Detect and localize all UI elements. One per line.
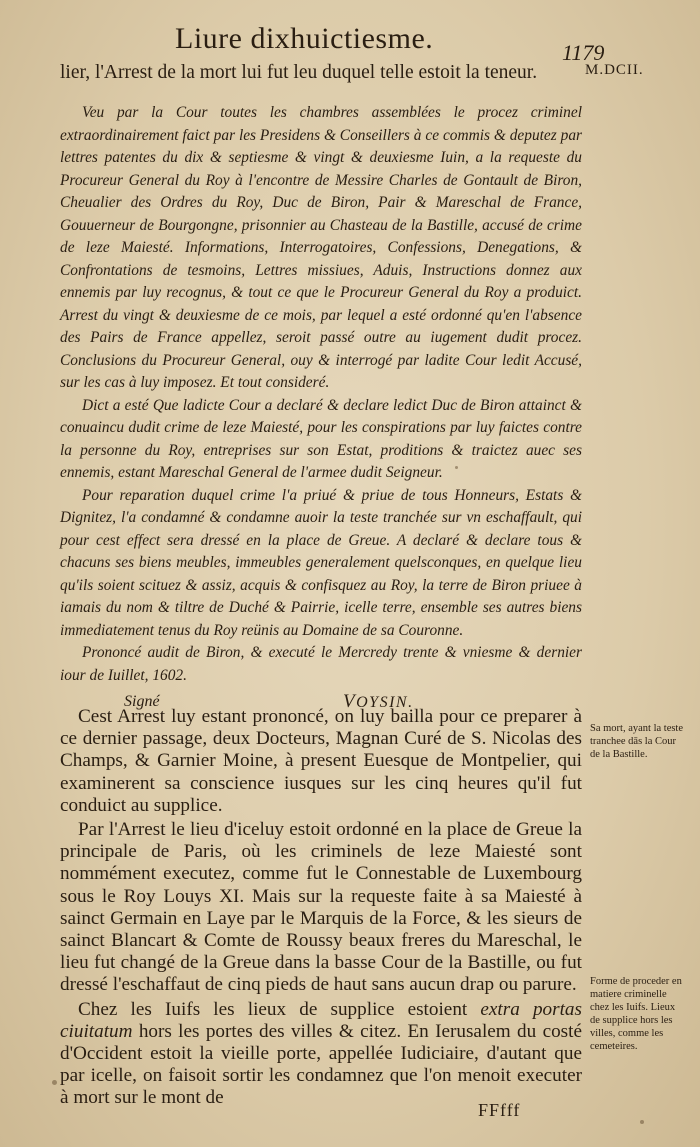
arrest-paragraph: Pour reparation duquel crime l'a priué & priue de tous Honneurs, Estats & Dignitez, l'a condamné & condamne auoir la teste tranchée sur vn eschaffault, qui pour cest effect sera dressé en la place de Greue. A declaré & declare tous & chacuns ses biens meubles, immeubles generalement quelsconques, en quelque lieu qu'ils soient scituez & assiz, acquis & confisquez au Roy, la terre de Biron priuee à iamais du nom & tiltre de Duché & Pairrie, icelle terre, ensemble ses autres biens immediatement tenus du Roy reünis au Domaine de sa Couronne. [60,486,582,639]
margin-note: Forme de proceder en matiere criminelle chez les Iuifs. Lieux de supplice hors les villes, comme les cemeteires. [590,976,682,1052]
margin-note: Sa mort, ayant la teste tranchee dās la Cour de la Bastille. [590,723,684,760]
catchword-signature: FFfff [478,1100,521,1120]
signatory-initial: V [343,691,357,712]
paper-speck [455,466,458,469]
margin-year: M.DCII. [585,62,644,78]
narrative-segment: hors les portes des villes & citez. En Ierusalem du costé d'Occident estoit la vieille porte, appellée Iudiciaire, d'autant que par icelle, on faisoit sortir les condamnez que l'on menoit executer à mort sur le mont de [60,1020,582,1109]
narrative-paragraph: Cest Arrest luy estant prononcé, on luy bailla pour ce preparer à ce dernier passage, deux Docteurs, Magnan Curé de S. Nicolas des Champs, & Garnier Moine, à present Euesque de Montpelier, qui examinerent sa conscience iusques sur les cinq heures qu'il fut conduict au supplice. [60,706,582,816]
narrative-segment: Chez les Iuifs les lieux de supplice estoient [78,998,481,1020]
narrative-paragraph: Par l'Arrest le lieu d'iceluy estoit ordonné en la place de Greue la principale de Paris, où les criminels de leze Maiesté sont nommément executez, comme fut le Connestable de Luxembourg sous le Roy Louys XI. Mais sur la requeste faite à sa Maiesté à sainct Germain en Laye par le Marquis de la Force, & les sieurs de sainct Blancart & Comte de Roussy beaux freres du Mareschal, le lieu fut changé de la Greue dans la basse Cour de la Bastille, ou fut dressé l'eschaffaut de cinq pieds de haut sans aucun drap ou parure. [60,819,582,996]
signe-label: Signé [124,693,160,710]
signatory-rest: OYSIN. [356,694,414,711]
latin-phrase: extra portas ciuitatum [60,998,582,1042]
arrest-paragraph: Prononcé audit de Biron, & executé le Mercredy trente & vniesme & dernier iour de Iuillet, 1602. [60,644,582,684]
paper-speck [640,1120,644,1124]
narrative-paragraph [60,999,582,1110]
folio-number: 1179 [562,40,605,65]
arrest-text [60,102,582,715]
arrest-paragraph: Veu par la Cour toutes les chambres assemblées le procez criminel extraordinairement faict par les Presidens & Conseillers à ce commis & deputez par lettres patentes du dix & septiesme & vingt & deuxiesme Iuin, a la requeste du Procureur General du Roy à l'encontre de Messire Charles de Gontault de Biron, Cheualier des Ordres du Roy, Duc de Biron, Pair & Mareschal de France, Gouuerneur de Bourgongne, prisonnier au Chasteau de la Bastille, accusé de crime de leze Maiesté. Informations, Interrogatoires, Confessions, Denegations, & Confrontations de tesmoins, Lettres missiues, Aduis, Instructions donnez aux ennemis par luy recognus, & tout ce que le Procureur General du Roy a produict. Arrest du vingt & deuxiesme de ce mois, par lequel a esté ordonné qu'en l'absence des Pairs de France appellez, seroit passé outre au iugement dudit procez. Conclusions du Procureur General, ouy & interrogé par ladite Cour ledit Accusé, sur les cas à luy imposez. Et tout consideré. [60,104,582,391]
arrest-paragraph: Dict a esté Que ladicte Cour a declaré & declare ledict Duc de Biron attainct & conuaincu dudit crime de leze Maiesté, pour les conspirations par luy faictes contre la personne du Roy, entreprises sur son Estat, proditions & traictez auec ses ennemis, estant Mareschal General de l'armee dudit Seigneur. [60,396,582,481]
paper-speck [52,1080,57,1085]
running-head-title: Liure dixhuictiesme. [175,22,434,55]
opening-line: lier, l'Arrest de la mort lui fut leu duquel telle estoit la teneur. [60,62,538,83]
narrative-text [60,706,582,1112]
